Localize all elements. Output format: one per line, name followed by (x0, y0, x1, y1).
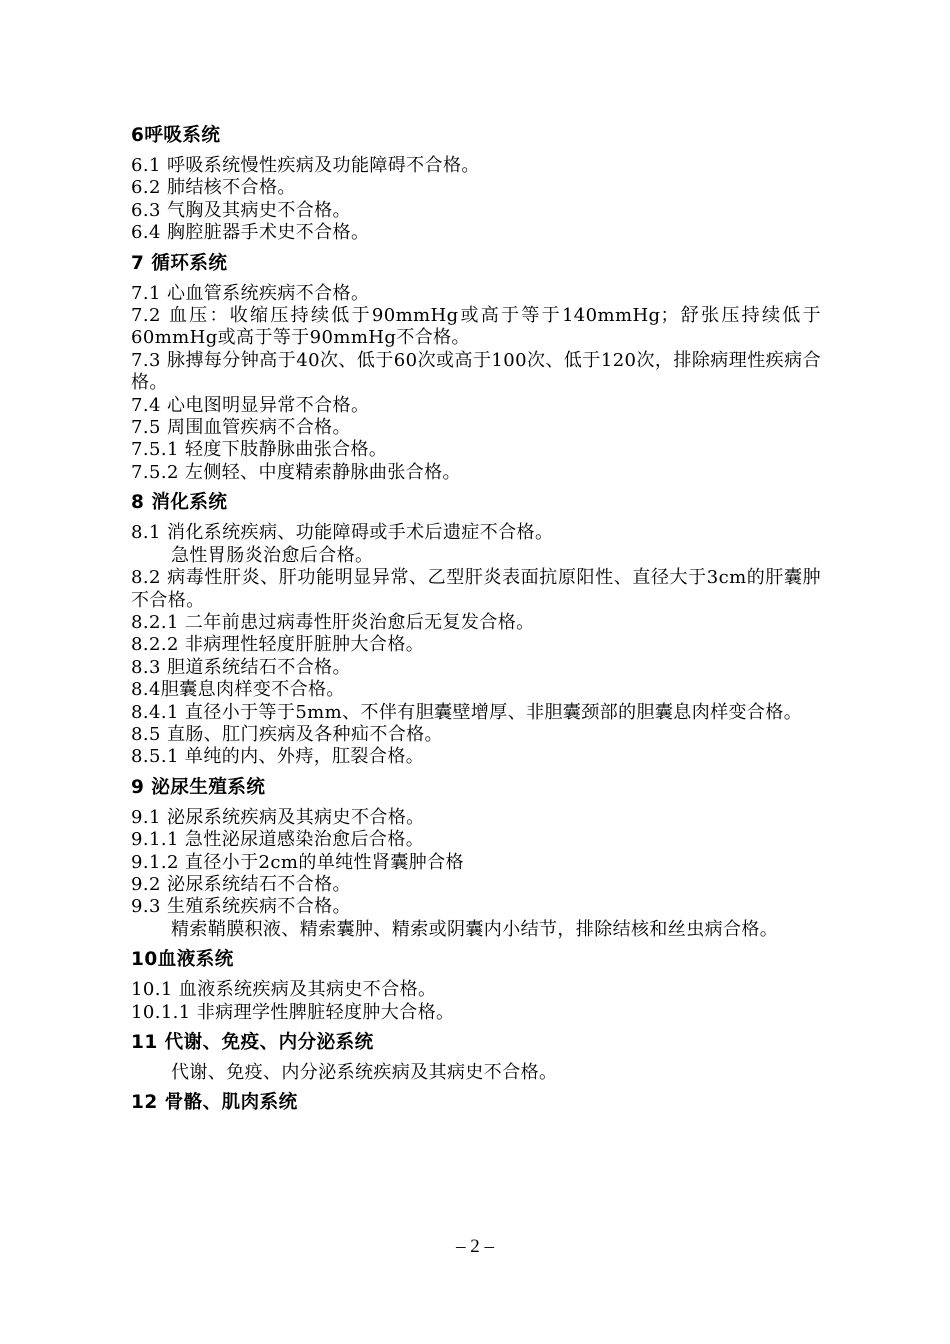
section-respiratory (131, 117, 821, 245)
clause: 8.2 病毒性肝炎、肝功能明显异常、乙型肝炎表面抗原阳性、直径大于3cm的肝囊肿不合格。 (131, 567, 821, 611)
clause: 8.4胆囊息肉样变不合格。 (131, 679, 345, 701)
clause: 10.1 血液系统疾病及其病史不合格。 (131, 979, 437, 1001)
clause: 9.1.1 急性泌尿道感染治愈后合格。 (131, 829, 425, 851)
clause: 9.2 泌尿系统结石不合格。 (131, 873, 351, 895)
section-heading: 8 消化系统 (131, 492, 228, 514)
section-heading: 6呼吸系统 (131, 125, 221, 146)
clause-note: 精索鞘膜积液、精索囊肿、精索或阴囊内小结节，排除结核和丝虫病合格。 (171, 918, 779, 940)
clause: 6.1 呼吸系统慢性疾病及功能障碍不合格。 (131, 155, 480, 176)
clause: 7.5.1 轻度下肢静脉曲张合格。 (131, 439, 388, 461)
section-urogenital (131, 769, 821, 941)
clause-note: 急性胃肠炎治愈后合格。 (171, 544, 374, 566)
clause: 8.2.1 二年前患过病毒性肝炎治愈后无复发合格。 (131, 611, 535, 633)
clause: 8.1 消化系统疾病、功能障碍或手术后遗症不合格。 (131, 522, 554, 544)
clause: 7.4 心电图明显异常不合格。 (131, 394, 370, 416)
section-heading: 11 代谢、免疫、内分泌系统 (131, 1032, 374, 1053)
section-musculoskeletal (131, 1084, 821, 1122)
clause: 8.5 直肠、肛门疾病及各种疝不合格。 (131, 723, 443, 745)
clause-note: 代谢、免疫、内分泌系统疾病及其病史不合格。 (171, 1062, 558, 1083)
section-heading: 9 泌尿生殖系统 (131, 776, 266, 798)
clause: 6.3 气胸及其病史不合格。 (131, 199, 351, 221)
clause: 7.3 脉搏每分钟高于40次、低于60次或高于100次、低于120次，排除病理性疾病合格。 (131, 349, 821, 394)
section-heading: 10血液系统 (131, 949, 234, 971)
section-heading: 7 循环系统 (131, 252, 228, 274)
clause: 8.2.2 非病理性轻度肝脏肿大合格。 (131, 634, 425, 656)
clause: 10.1.1 非病理学性脾脏轻度肿大合格。 (131, 1001, 455, 1023)
clause: 8.4.1 直径小于等于5mm、不伴有胆囊壁增厚、非胆囊颈部的胆囊息肉样变合格。 (131, 701, 803, 723)
clause: 9.1 泌尿系统疾病及其病史不合格。 (131, 806, 425, 828)
clause: 7.5.2 左侧轻、中度精索静脉曲张合格。 (131, 461, 461, 483)
section-digestive (131, 484, 821, 768)
document-body (131, 117, 821, 1122)
clause: 6.2 肺结核不合格。 (131, 177, 296, 199)
clause: 8.5.1 单纯的内、外痔，肛裂合格。 (131, 746, 425, 768)
clause: 6.4 胸腔脏器手术史不合格。 (131, 222, 370, 244)
clause: 7.2 血压：收缩压持续低于90mmHg或高于等于140mmHg；舒张压持续低于60mmHg或高于等于90mmHg不合格。 (131, 305, 821, 349)
page-number: – 2 – (456, 1236, 494, 1257)
section-heading: 12 骨骼、肌肉系统 (131, 1092, 298, 1114)
clause: 7.1 心血管系统疾病不合格。 (131, 282, 370, 304)
section-blood (131, 941, 821, 1024)
clause: 7.5 周围血管疾病不合格。 (131, 417, 351, 439)
clause: 9.1.2 直径小于2cm的单纯性肾囊肿合格 (131, 851, 464, 873)
clause: 8.3 胆道系统结石不合格。 (131, 656, 351, 678)
section-circulatory (131, 245, 821, 485)
clause: 9.3 生殖系统疾病不合格。 (131, 896, 351, 918)
section-metabolic (131, 1024, 821, 1084)
